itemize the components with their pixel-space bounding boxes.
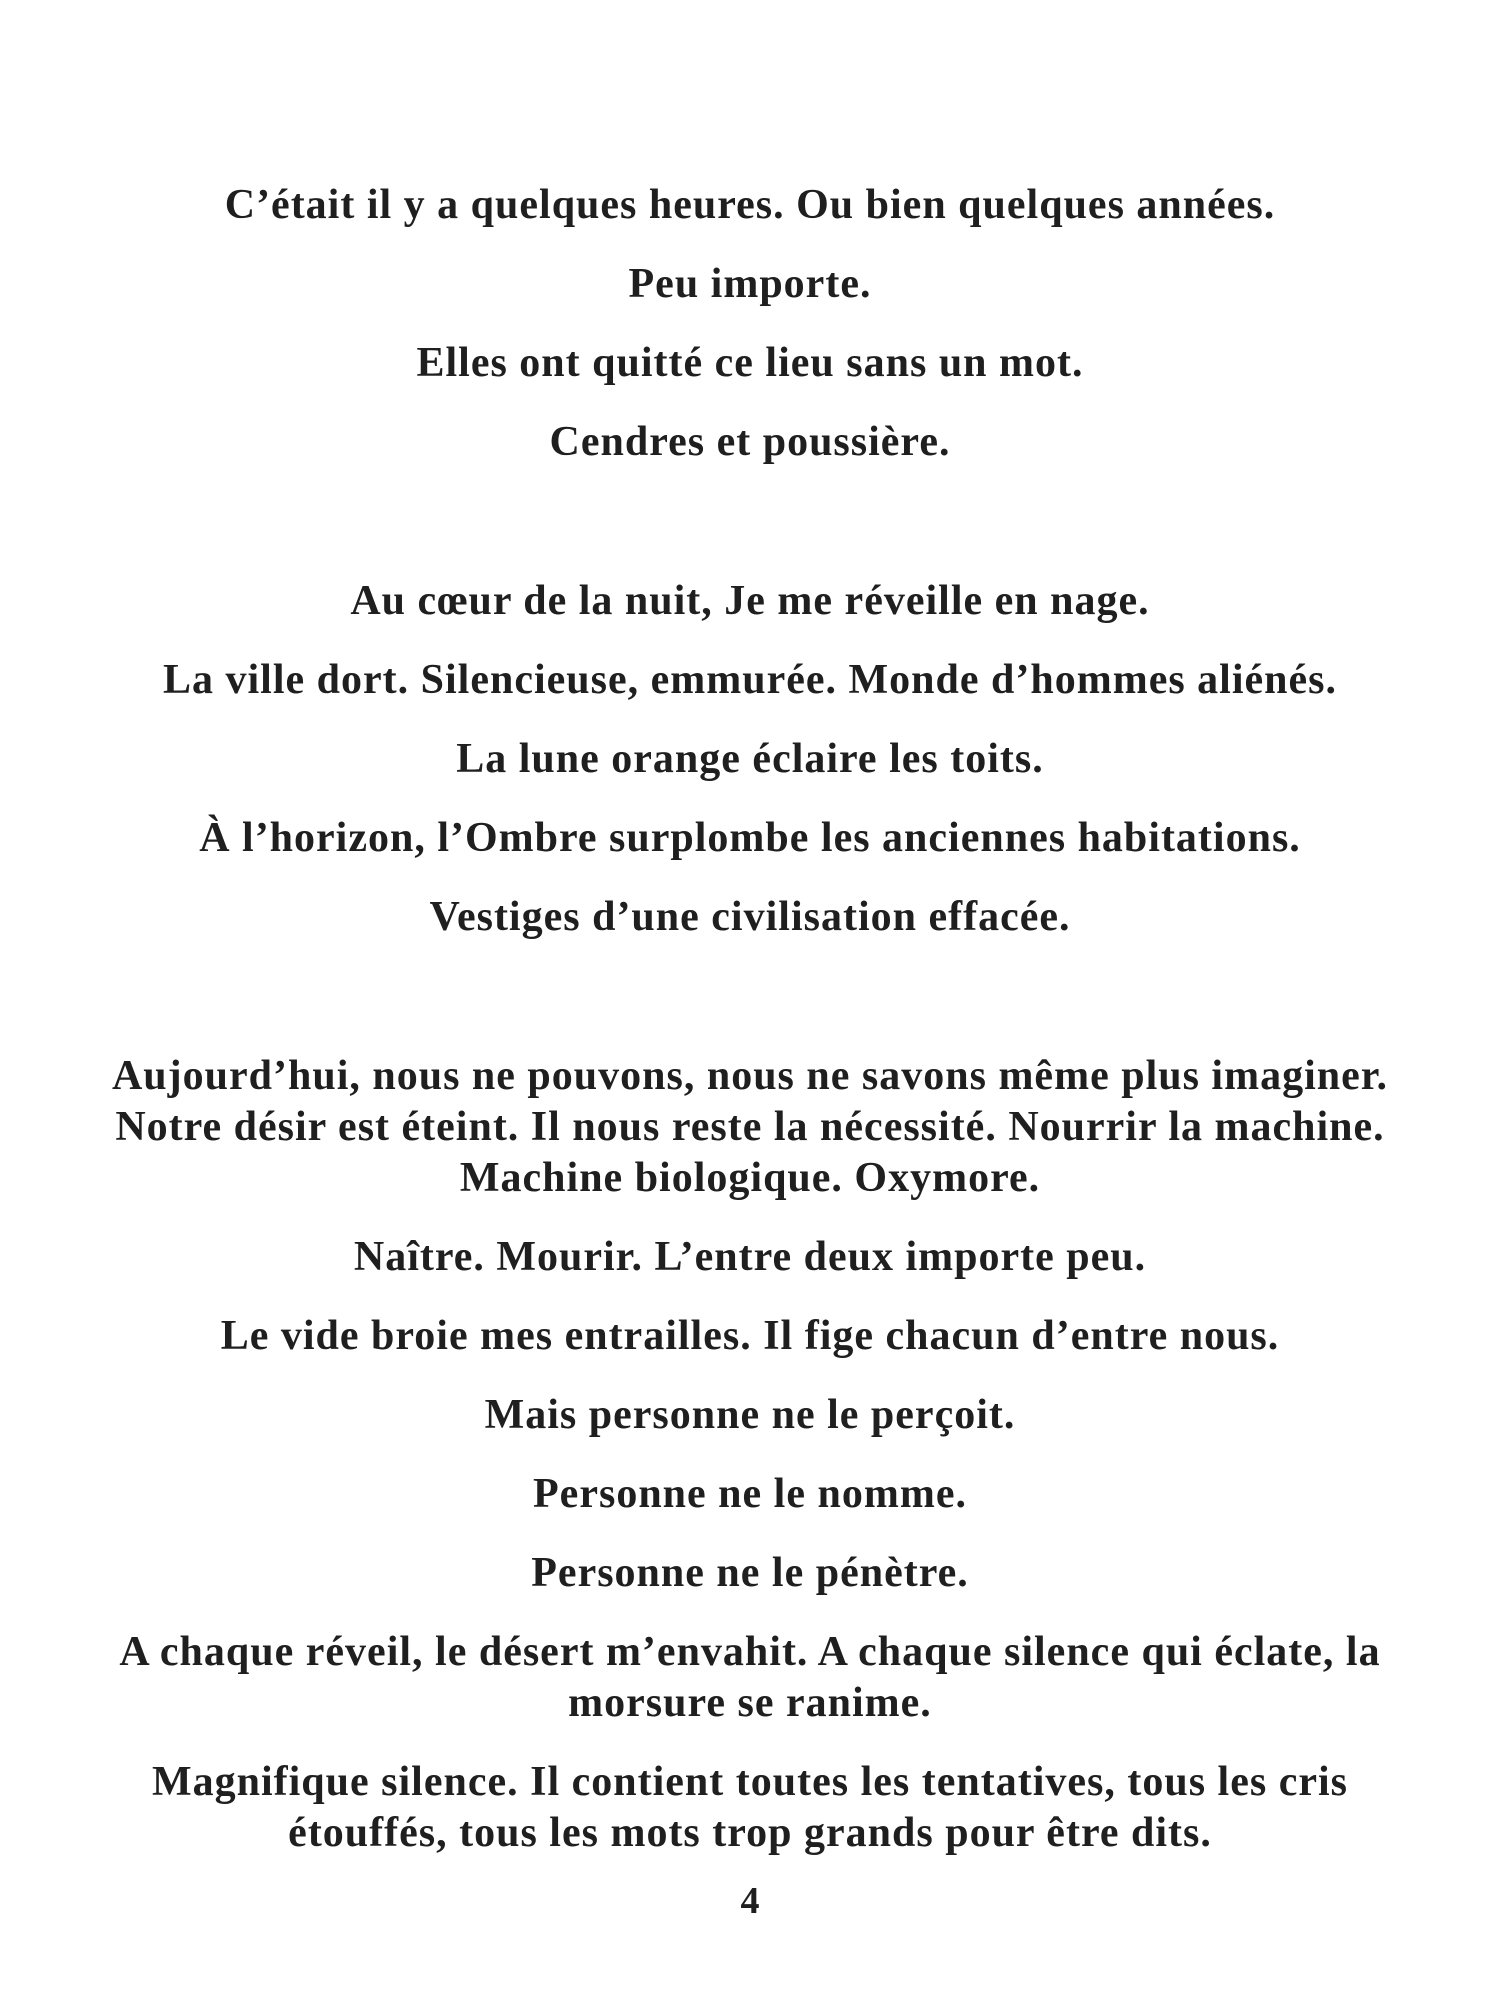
text-line: Personne ne le nomme. [533,1471,967,1517]
text-line: Machine biologique. Oxymore. [459,1155,1041,1201]
text-line: Elles ont quitté ce lieu sans un mot. [416,340,1084,386]
text-line: La ville dort. Silencieuse, emmurée. Monde d’hommes aliénés. [162,657,1338,703]
text-line: Mais personne ne le perçoit. [484,1392,1016,1438]
text-line: Personne ne le pénètre. [531,1550,969,1596]
page-number: 4 [740,1880,760,1922]
text-line: Magnifique silence. Il contient toutes les tentatives, tous les cris [151,1759,1349,1805]
text-line: Vestiges d’une civilisation effacée. [429,894,1071,940]
text-line: Naître. Mourir. L’entre deux importe peu. [353,1234,1147,1280]
text-line: Notre désir est éteint. Il nous reste la nécessité. Nourrir la machine. [115,1104,1385,1150]
text-line: morsure se ranime. [568,1680,932,1726]
text-line: Le vide broie mes entrailles. Il fige chacun d’entre nous. [220,1313,1280,1359]
text-line: Aujourd’hui, nous ne pouvons, nous ne savons même plus imaginer. [111,1053,1389,1099]
text-line: La lune orange éclaire les toits. [456,736,1044,782]
text-line: A chaque réveil, le désert m’envahit. A chaque silence qui éclate, la [119,1629,1381,1675]
text-line: Au cœur de la nuit, Je me réveille en nage. [350,578,1150,624]
text-line: C’était il y a quelques heures. Ou bien quelques années. [224,182,1276,228]
text-line: Cendres et poussière. [549,419,951,465]
book-page [100,0,1400,1921]
text-line: À l’horizon, l’Ombre surplombe les anciennes habitations. [199,815,1301,861]
text-line: Peu importe. [628,261,872,307]
text-line: étouffés, tous les mots trop grands pour être dits. [288,1810,1212,1856]
